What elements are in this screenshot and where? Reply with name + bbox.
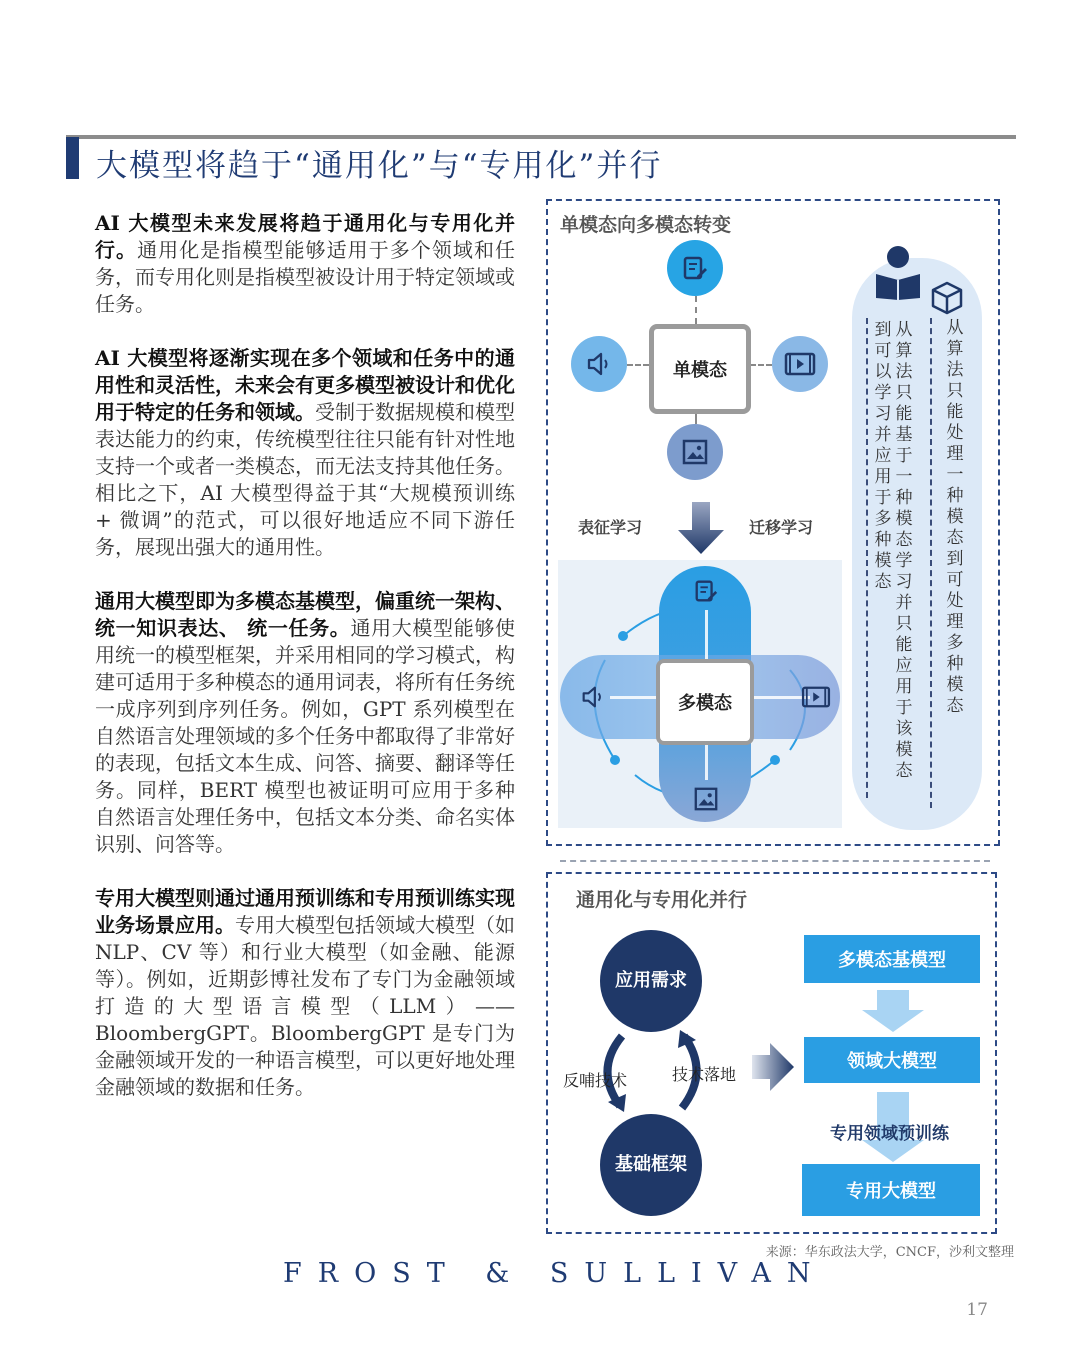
multimodal-base-model-box: 多模态基模型 (804, 935, 980, 983)
body-text (95, 210, 515, 1128)
specialized-model-box: 专用大模型 (802, 1164, 980, 1216)
down-arrow-icon (676, 502, 726, 554)
evolution-text-column-1: 从算法只能处理一种模态到可处理多种模态 (946, 318, 964, 716)
specialization-diagram-label: 通用化与专用化并行 (576, 889, 748, 911)
video-icon (772, 336, 828, 392)
specialized-pretraining-label: 专用领域预训练 (830, 1124, 949, 1144)
single-modality-box: 单模态 (649, 324, 751, 414)
source-note: 来源：华东政法大学，CNCF，沙利文整理 (765, 1245, 1014, 1260)
header-rule (66, 135, 1016, 139)
image-icon (691, 784, 721, 814)
paragraph-4 (95, 885, 515, 1101)
cube-icon (929, 280, 965, 316)
paragraph-2-body: 受制于数据规模和模型表达能力的约束，传统模型往往只能有针对性地支持一个或者一类模态，而无法支持其他任务。相比之下，AI 大模型得益于其“大规模预训练 + 微调”的范式，可以很好地适应不同下游任务，展现出强大的通用性。 (95, 400, 515, 559)
paragraph-3 (95, 588, 515, 858)
feedback-tech-label: 反哺技术 (563, 1071, 628, 1090)
representation-learning-label: 表征学习 (578, 518, 643, 537)
paragraph-1-body: 通用化是指模型能够适用于多个领域和任务，而专用化则是指模型被设计用于特定领域或任务。 (95, 238, 516, 316)
title-accent-bar (66, 137, 79, 179)
modality-diagram-label: 单模态向多模态转变 (560, 214, 732, 236)
connector-top (695, 296, 697, 324)
document-edit-icon (667, 240, 723, 296)
company-logo: FROST & SULLIVAN (283, 1258, 827, 1289)
transfer-learning-label: 迁移学习 (749, 518, 814, 537)
paragraph-4-lead: 专用大模型则通过通用预训练和专用预训练实现业务场景应用。 (95, 886, 515, 937)
panel-divider-left (866, 318, 868, 798)
evolution-text-column-2: 从算法只能基于一种模态学习并只能应用于该模态 (895, 320, 913, 781)
connector-right (750, 364, 772, 366)
video-icon (800, 682, 832, 712)
tech-deployment-label: 技术落地 (672, 1065, 737, 1084)
paragraph-3-body: 通用大模型能够使用统一的模型框架，并采用相同的学习模式，构建可适用于多种模态的通用词表，将所有任务统一成序列到序列任务。例如，GPT 系列模型在自然语言处理领域的多个任务中都取得了非常好的表现，包括文本生成、问答、摘要、翻译等任务。同样，BERT 模型也被证明可应用于多种自然语言处理任务中，包括文本分类、命名实体识别、问答等。 (95, 616, 515, 856)
paragraph-2 (95, 345, 515, 561)
base-framework-node: 基础框架 (600, 1114, 702, 1216)
panel-divider-right (930, 318, 932, 808)
down-arrow-icon (862, 990, 924, 1032)
section-separator (560, 860, 990, 862)
page-title: 大模型将趋于“通用化”与“专用化”并行 (96, 148, 663, 184)
paragraph-1-lead: AI 大模型未来发展将趋于通用化与专用化并行。 (95, 211, 515, 262)
domain-model-box: 领域大模型 (804, 1037, 980, 1083)
paragraph-4-body: 专用大模型包括领域大模型（如 NLP、CV 等）和行业大模型（如金融、能源等）。例如，近期彭博社发布了专门为金融领域打造的大型语言模型（LLM）——BloombergGPT。BloombergGPT 是专门为金融领域开发的一种语言模型，可以更好地处理金融领域的数据和任务。 (95, 913, 515, 1099)
page-number: 17 (966, 1300, 988, 1320)
application-demand-node: 应用需求 (600, 930, 702, 1032)
paragraph-1 (95, 210, 515, 318)
multimodal-box: 多模态 (656, 659, 754, 745)
connector-left (627, 364, 649, 366)
evolution-text-column-3: 到可以学习并应用于多种模态 (874, 320, 892, 592)
image-icon (667, 424, 723, 480)
paragraph-2-lead: AI 大模型将逐渐实现在多个领域和任务中的通用性和灵活性，未来会有更多模型被设计和优化用于特定的任务和领域。 (95, 346, 515, 424)
right-arrow-icon (752, 1043, 794, 1091)
speaker-icon (578, 682, 608, 712)
document-edit-icon (691, 576, 721, 606)
paragraph-3-lead: 通用大模型即为多模态基模型，偏重统一架构、 统一知识表达、 统一任务。 (95, 589, 515, 640)
speaker-icon (571, 336, 627, 392)
reader-icon (874, 244, 922, 300)
